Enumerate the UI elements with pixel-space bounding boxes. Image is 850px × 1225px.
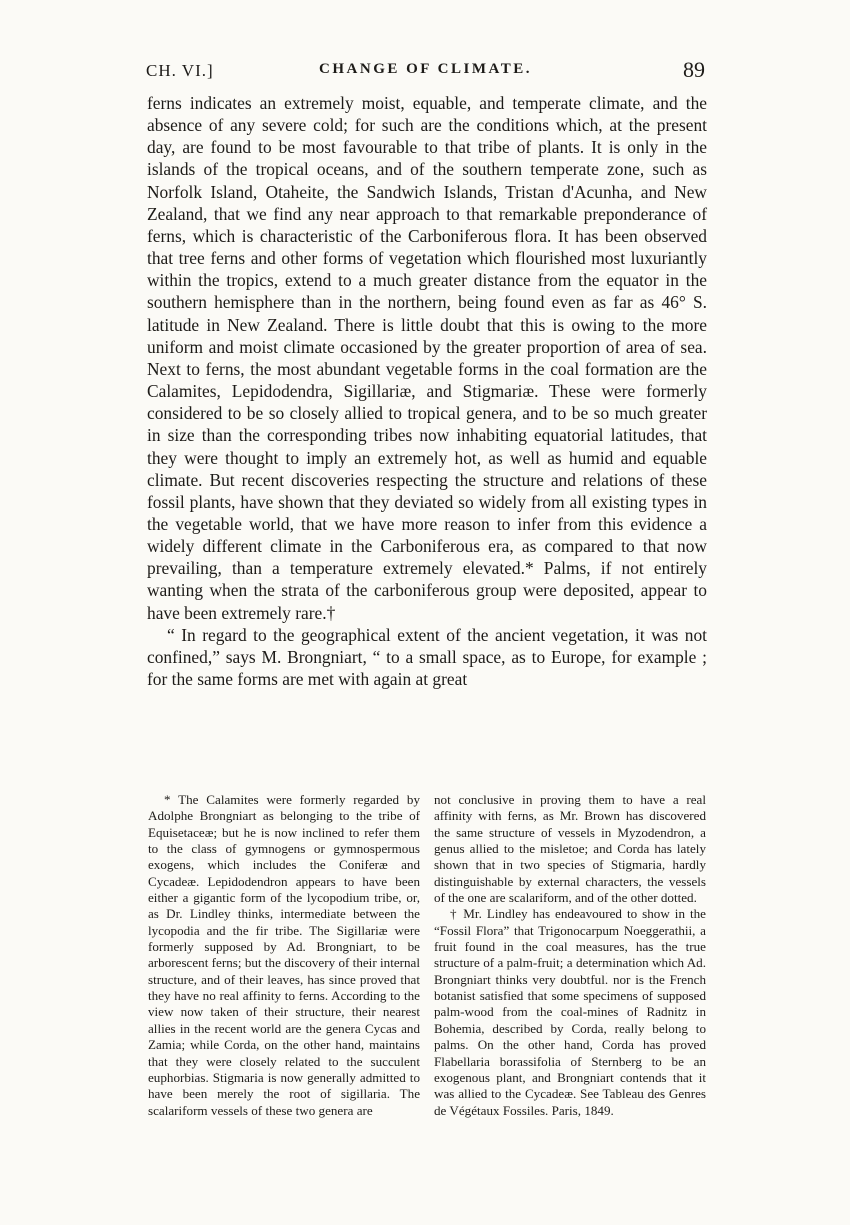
footnote-column-left bbox=[148, 792, 420, 1119]
footnote-column-right bbox=[434, 792, 706, 1119]
paragraph: ferns indicates an extremely moist, equable, and temperate climate, and the absence of any severe cold; for such are the conditions which, at the present day, are found to be most favourable to that tribe of plants. It is only in the islands of the tropical oceans, and of the southern temperate zone, such as Norfolk Island, Otaheite, the Sandwich Islands, Tristan d'Acunha, and New Zealand, that we find any near approach to that remarkable preponderance of ferns, which is characteristic of the Carboniferous flora. It has been observed that tree ferns and other forms of vegetation which flourished most luxuriantly within the tropics, extend to a much greater distance from the equator in the southern hemisphere than in the northern, being found even as far as 46° S. latitude in New Zealand. There is little doubt that this is owing to the more uniform and moist climate occasioned by the greater proportion of area of sea. Next to ferns, the most abundant vegetable forms in the coal formation are the Calamites, Lepidodendra, Sigillariæ, and Stigmariæ. These were formerly considered to be so closely allied to tropical genera, and to be so much greater in size than the corresponding tribes now inhabiting equatorial latitudes, that they were thought to imply an extremely hot, as well as humid and equable climate. But recent discoveries respecting the structure and relations of these fossil plants, have shown that they deviated so widely from all existing types in the vegetable world, that we have more reason to infer from this evidence a widely different climate in the Carboniferous era, as compared to that now prevailing, than a temperature extremely elevated.* Palms, if not entirely wanting when the strata of the carboniferous group were deposited, appear to have been extremely rare.† bbox=[147, 93, 707, 623]
running-title: CHANGE OF CLIMATE. bbox=[319, 61, 532, 77]
footnote-continuation: not conclusive in proving them to have a real affinity with ferns, as Mr. Brown has discovered the same structure of vessels in Myzodendron, a genus allied to the misletoe; and Corda has lately shown that in two species of Stigmaria, hardly distinguishable by external characters, the vessels of the one are scalariform, and of the other dotted. bbox=[434, 792, 706, 906]
footnote-lindley: † Mr. Lindley has endeavoured to show in the “Fossil Flora” that Trigonocarpum Noeggerathii, a fruit found in the coal measures, has the true structure of a palm-fruit; a determination which Ad. Brongniart thinks very doubtful. nor is the French botanist satisfied that some specimens of supposed palm-wood from the coal-mines of Radnitz in Bohemia, described by Corda, really belong to palms. On the other hand, Corda has proved Flabellaria borassifolia of Sternberg to be an exogenous plant, and Brongniart contends that it was allied to the Cycadeæ. See Tableau des Genres de Végétaux Fossiles. Paris, 1849. bbox=[434, 906, 706, 1118]
main-text bbox=[147, 92, 707, 690]
paragraph: “ In regard to the geographical extent of the ancient vegetation, it was not confined,” says M. Brongniart, “ to a small space, as to Europe, for example ; for the same forms are met with again at great bbox=[147, 624, 707, 690]
footnotes bbox=[148, 792, 706, 1119]
footnote-calamites: * The Calamites were formerly regarded by Adolphe Brongniart as belonging to the tribe of Equisetaceæ; but he is now inclined to refer them to the class of gymnogens or gymnospermous exogens, which includes the Coniferæ and Cycadeæ. Lepidodendron appears to have been either a gigantic form of the lycopodium tribe, or, as Dr. Lindley thinks, intermediate between the lycopodia and the fir tribe. The Sigillariæ were formerly supposed by Ad. Brongniart, to be arborescent ferns; but the discovery of their internal structure, and of their leaves, has since proved that they have no real affinity to ferns. According to the view now taken of their structure, their nearest allies in the recent world are the genera Cycas and Zamia; while Corda, on the other hand, maintains that they were closely related to the succulent euphorbias. Stigmaria is now generally admitted to have been merely the root of sigillaria. The scalariform vessels of these two genera are bbox=[148, 792, 420, 1118]
page-number: 89 bbox=[683, 57, 705, 82]
chapter-reference: CH. VI.] bbox=[146, 61, 214, 80]
running-head bbox=[146, 57, 705, 87]
